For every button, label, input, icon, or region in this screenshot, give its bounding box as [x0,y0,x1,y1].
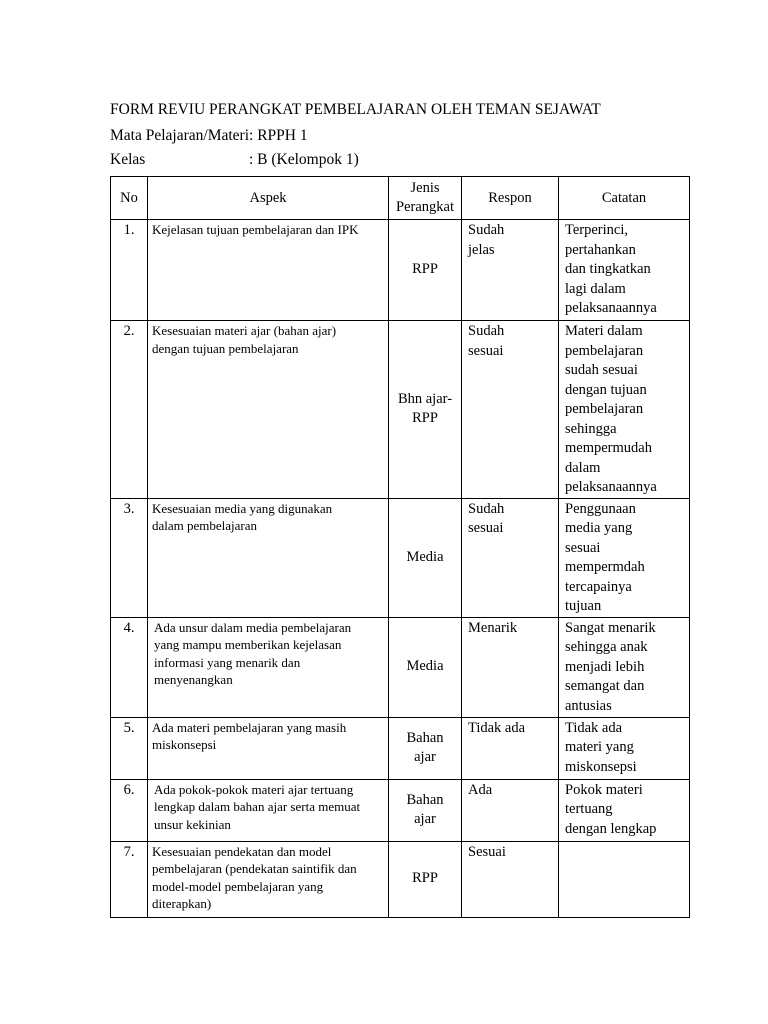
aspek-line: miskonsepsi [152,737,217,752]
catatan-line: tujuan [565,598,602,614]
catatan-line: antusias [565,697,612,714]
catatan-line: Pokok materi [565,781,643,798]
jenis-perangkat-line: Bahan [406,791,444,808]
col-header-jenis [389,177,462,220]
catatan-line: tercapainya [565,578,632,595]
table-row [111,321,690,499]
aspek-line: lengkap dalam bahan ajar serta memuat [154,799,361,814]
catatan-cell [559,220,690,321]
table-row [111,717,690,779]
col-header-jenis-line1: Jenis [410,180,440,196]
catatan-line: dan tingkatkan [565,261,651,277]
aspek-line: dengan tujuan pembelajaran [152,340,299,356]
table-row [111,220,690,321]
catatan-cell [559,498,690,617]
respon-line: Sudah [468,500,505,517]
kelas-label: Kelas [110,151,146,168]
catatan-cell [559,617,690,717]
jenis-perangkat-cell [389,779,462,841]
catatan-line: sudah sesuai [565,362,638,378]
aspek-cell [148,841,389,917]
respon-line: Ada [468,781,493,798]
catatan-line: pertahankan [565,241,636,258]
respon-cell [462,220,559,321]
row-number: 3. [111,498,148,617]
aspek-cell [148,617,389,717]
aspek-cell [148,717,389,779]
respon-line: Sesuai [468,843,506,860]
row-number: 2. [111,321,148,499]
respon-line: Menarik [468,619,518,636]
jenis-perangkat-cell [389,617,462,717]
table-row [111,617,690,717]
row-number: 7. [111,841,148,917]
jenis-perangkat-line: RPP [412,261,438,278]
col-header-aspek: Aspek [148,177,389,220]
col-header-jenis-line2: Perangkat [396,199,454,215]
table-row [111,779,690,841]
catatan-line: Tidak ada [565,719,623,736]
catatan-line: Sangat menarik [565,619,656,636]
row-number: 6. [111,779,148,841]
respon-line: Tidak ada [468,719,526,736]
catatan-cell [559,717,690,779]
catatan-line: sesuai [565,539,601,556]
catatan-line: Penggunaan [565,500,636,517]
col-header-catatan: Catatan [559,177,690,220]
aspek-line: pembelajaran (pendekatan saintifik dan [152,861,357,876]
catatan-line: miskonsepsi [565,758,637,775]
aspek-line: Ada materi pembelajaran yang masih [152,719,347,735]
catatan-line: mempermdah [565,559,645,575]
catatan-cell [559,321,690,499]
jenis-perangkat-line: Media [406,548,444,565]
aspek-line: menyenangkan [154,672,233,687]
respon-line: jelas [468,241,495,258]
respon-cell [462,617,559,717]
kelas-value: : B (Kelompok 1) [249,151,359,168]
jenis-perangkat-cell [389,321,462,499]
respon-line: sesuai [468,520,504,536]
aspek-line: Kesesuaian media yang digunakan [152,500,333,516]
catatan-line: semangat dan [565,678,645,694]
jenis-perangkat-line: RPP [412,870,438,887]
catatan-line: sehingga anak [565,639,648,655]
row-number: 5. [111,717,148,779]
catatan-line: sehingga [565,420,617,437]
respon-cell [462,779,559,841]
jenis-perangkat-line: Bhn ajar- [397,390,453,407]
review-table [110,176,690,918]
subject-line: Mata Pelajaran/Materi: RPPH 1 [110,127,308,144]
catatan-line: lagi dalam [565,280,626,297]
respon-line: Sudah [468,222,505,238]
catatan-line: pembelajaran [565,401,644,417]
aspek-line: dalam pembelajaran [152,518,258,533]
respon-line: sesuai [468,342,504,359]
jenis-perangkat-line: ajar [414,811,436,827]
catatan-line: tertuang [565,801,613,817]
catatan-line: Terperinci, [565,222,628,238]
table-header-row [111,177,690,220]
table-row [111,841,690,917]
catatan-line: mempermudah [565,440,652,456]
jenis-perangkat-cell [389,498,462,617]
catatan-line: dengan tujuan [565,381,647,398]
aspek-line: yang mampu memberikan kejelasan [154,637,342,652]
aspek-line: model-model pembelajaran yang [152,878,324,894]
catatan-line: media yang [565,520,633,536]
respon-cell [462,321,559,499]
jenis-perangkat-line: RPP [412,410,438,427]
respon-cell [462,841,559,917]
col-header-no: No [111,177,148,220]
form-title: FORM REVIU PERANGKAT PEMBELAJARAN OLEH TEMAN SEJAWAT [110,101,601,118]
catatan-line: dengan lengkap [565,820,657,837]
aspek-line: informasi yang menarik dan [154,654,301,670]
catatan-cell [559,779,690,841]
table-body [111,220,690,918]
aspek-line: unsur kekinian [154,816,231,832]
col-header-respon: Respon [462,177,559,220]
jenis-perangkat-line: Media [406,658,444,675]
respon-cell [462,498,559,617]
aspek-line: diterapkan) [152,896,212,911]
catatan-line: materi yang [565,739,634,755]
aspek-line: Kesesuaian materi ajar (bahan ajar) [152,323,337,338]
jenis-perangkat-cell [389,220,462,321]
catatan-line: pembelajaran [565,342,644,359]
catatan-line: menjadi lebih [565,658,645,675]
respon-line: Sudah [468,323,505,339]
jenis-perangkat-cell [389,717,462,779]
jenis-perangkat-line: Bahan [406,729,444,746]
row-number: 1. [111,220,148,321]
catatan-line: pelaksanaannya [565,479,657,495]
table-row [111,498,690,617]
row-number: 4. [111,617,148,717]
catatan-line: pelaksanaannya [565,300,657,316]
catatan-line: dalam [565,459,601,476]
aspek-line: Ada unsur dalam media pembelajaran [154,619,352,635]
aspek-cell [148,321,389,499]
aspek-cell [148,220,389,321]
jenis-perangkat-cell [389,841,462,917]
aspek-line: Kesesuaian pendekatan dan model [152,843,332,859]
catatan-cell [559,841,690,917]
aspek-line: Kejelasan tujuan pembelajaran dan IPK [152,222,359,237]
catatan-line: Materi dalam [565,323,643,339]
jenis-perangkat-line: ajar [414,749,436,765]
aspek-cell [148,779,389,841]
respon-cell [462,717,559,779]
aspek-cell [148,498,389,617]
aspek-line: Ada pokok-pokok materi ajar tertuang [154,781,354,797]
